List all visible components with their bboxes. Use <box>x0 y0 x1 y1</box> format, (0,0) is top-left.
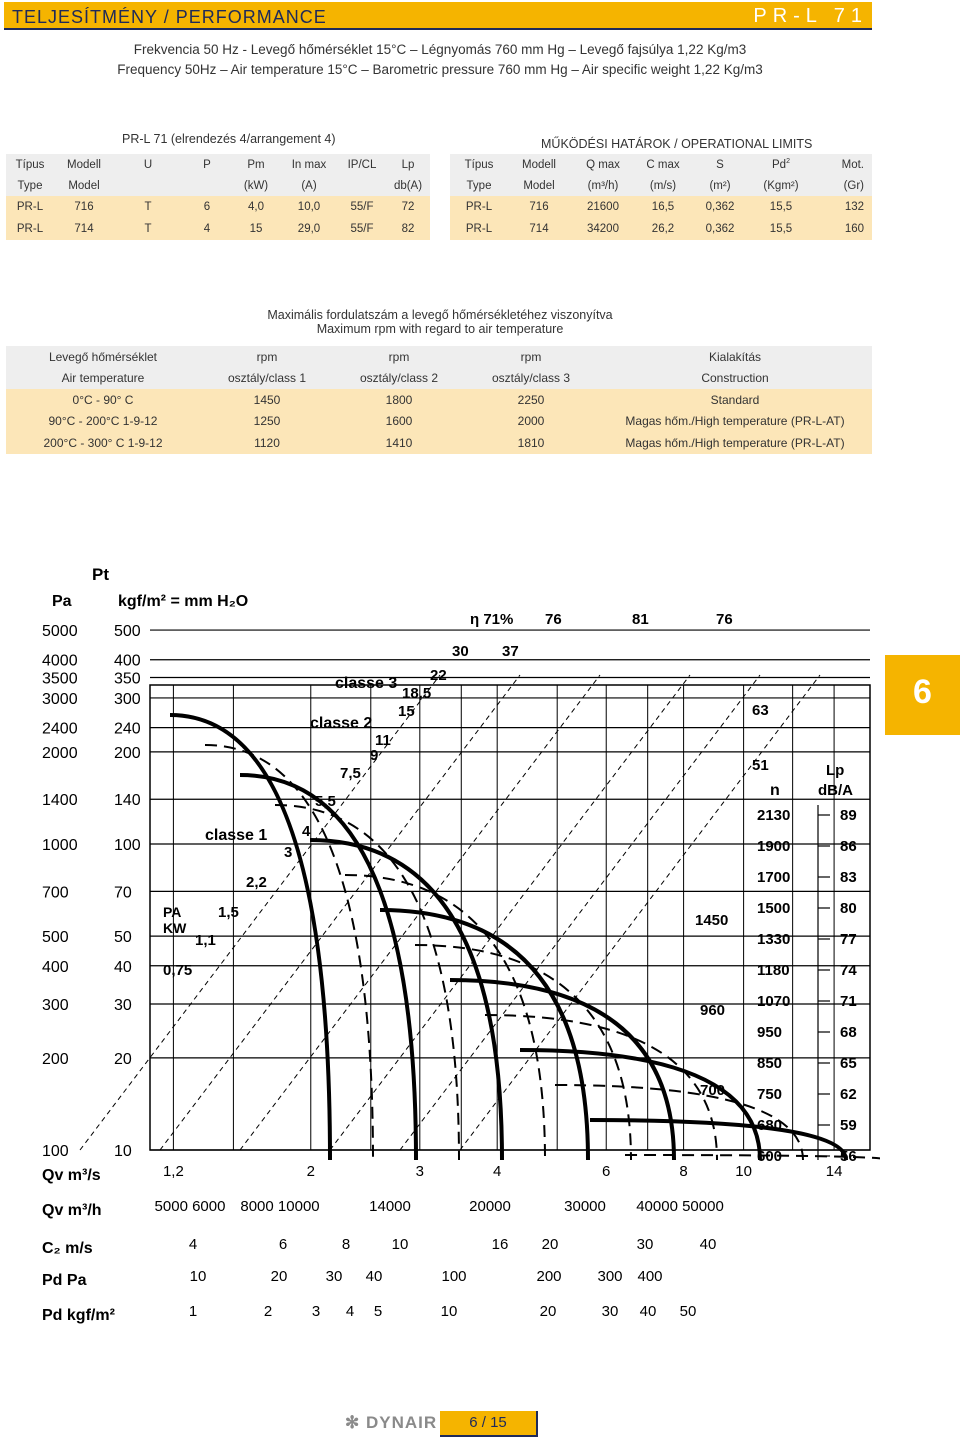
kgf-tick-label: 350 <box>114 670 141 688</box>
header-cell: P <box>182 154 232 175</box>
lp-value: 71 <box>840 993 857 1010</box>
bottom-axis-tick: 40 <box>365 1268 383 1285</box>
rpm-value: 850 <box>757 1055 783 1072</box>
header-cell: (kW) <box>232 175 280 196</box>
bottom-axis-tick: 40000 50000 <box>636 1198 724 1215</box>
rpm-value: 1700 <box>757 869 791 886</box>
lp-value: 68 <box>840 1024 857 1041</box>
table-cell: 26,2 <box>636 218 690 240</box>
pa-label: Pa <box>52 593 72 610</box>
table-cell: 0°C - 90° C <box>6 389 200 411</box>
bottom-axis-tick: 20000 <box>469 1198 511 1215</box>
bottom-axis-tick: 16 <box>491 1236 509 1253</box>
fan-curve <box>485 1015 717 1160</box>
rpm-table-header <box>6 368 872 390</box>
table-cell: 4 <box>182 218 232 240</box>
fan-curve <box>590 1120 846 1160</box>
kgf-tick-label: 20 <box>114 1050 132 1068</box>
bottom-axis-tick: 14000 <box>369 1198 411 1215</box>
rpm-value: 1500 <box>757 900 791 917</box>
table-cell: Magas hőm./High temperature (PR-L-AT) <box>598 411 872 433</box>
lp-value: 86 <box>840 838 857 855</box>
table-cell: T <box>114 218 182 240</box>
rpm-value: 1900 <box>757 838 791 855</box>
bottom-axis-tick: 1,2 <box>162 1163 184 1180</box>
bottom-axis-tick: 20 <box>541 1236 559 1253</box>
curve-label: 1450 <box>695 912 729 929</box>
motor-table <box>6 154 430 240</box>
bottom-axis-tick: 30 <box>636 1236 654 1253</box>
chapter-tab <box>885 655 960 735</box>
lp-header: Lp <box>826 762 845 779</box>
bottom-axis-tick: 30000 <box>564 1198 606 1215</box>
header-cell: osztály/class 1 <box>200 368 334 390</box>
table-cell: 4,0 <box>232 196 280 218</box>
table-cell: 0,362 <box>690 196 750 218</box>
bottom-axis-label: C₂ m/s <box>42 1240 93 1257</box>
bottom-axis-tick: 3 <box>415 1163 424 1180</box>
table-cell: 132 <box>812 196 872 218</box>
bottom-axis-tick: 30 <box>325 1268 343 1285</box>
header-cell <box>750 154 812 175</box>
header-cell: Lp <box>386 154 430 175</box>
table-cell: PR-L <box>450 196 508 218</box>
pa-tick-label: 1000 <box>42 836 78 854</box>
chapter-number: 6 <box>913 673 932 711</box>
bottom-axis-tick: 2 <box>306 1163 315 1180</box>
limits-table-header <box>450 154 872 175</box>
table-cell: 1250 <box>200 411 334 433</box>
bottom-axis-tick: 20 <box>539 1303 557 1320</box>
bottom-axis-tick: 200 <box>536 1268 562 1285</box>
bottom-axis-tick: 400 <box>637 1268 663 1285</box>
header-cell: Air temperature <box>6 368 200 390</box>
kgf-tick-label: 10 <box>114 1143 132 1160</box>
kgf-tick-label: 500 <box>114 623 141 641</box>
bottom-axis-tick: 5 <box>373 1303 383 1320</box>
header-cell: (m/s) <box>636 175 690 196</box>
header-cell: db(A) <box>386 175 430 196</box>
power-label: PA <box>163 904 182 920</box>
header-cell: Levegő hőmérséklet <box>6 346 200 368</box>
bottom-axis-tick: 100 <box>441 1268 467 1285</box>
power-value: 9 <box>370 747 379 764</box>
table-cell: 1810 <box>464 432 598 454</box>
table-cell: 82 <box>386 218 430 240</box>
table-cell: 160 <box>812 218 872 240</box>
pa-tick-label: 200 <box>42 1050 69 1068</box>
table-cell: 1800 <box>334 389 464 411</box>
right-table-caption: MŰKÖDÉSI HATÁROK / OPERATIONAL LIMITS <box>541 137 813 151</box>
lp-value: 80 <box>840 900 857 917</box>
header-cell <box>182 175 232 196</box>
kgf-tick-label: 300 <box>114 690 141 708</box>
bottom-axis-tick: 10 <box>440 1303 458 1320</box>
rpm-value: 1070 <box>757 993 791 1010</box>
bottom-axis-tick: 4 <box>345 1303 355 1320</box>
performance-chart <box>0 560 880 1340</box>
class-label: classe 1 <box>205 827 268 844</box>
side-value: 63 <box>752 702 769 719</box>
kgf-tick-label: 70 <box>114 884 132 902</box>
motor-table-header <box>6 175 430 196</box>
header-cell: rpm <box>464 346 598 368</box>
efficiency-value: 76 <box>716 611 733 628</box>
table-cell: Standard <box>598 389 872 411</box>
lp-value: 83 <box>840 869 857 886</box>
header-cell: Mot. <box>812 154 872 175</box>
kgf-tick-label: 200 <box>114 744 141 762</box>
plot-frame <box>150 685 870 1150</box>
header-cell: rpm <box>200 346 334 368</box>
rpm-value: 1330 <box>757 931 791 948</box>
table-cell: 16,5 <box>636 196 690 218</box>
motor-table-header <box>6 154 430 175</box>
lp-value: 56 <box>840 1148 857 1165</box>
header-cell: Type <box>450 175 508 196</box>
fan-curve <box>170 715 330 1160</box>
pa-tick-label: 3000 <box>42 690 78 708</box>
header-cell: Type <box>6 175 54 196</box>
bottom-axis-tick: 6 <box>602 1163 611 1180</box>
efficiency-label: η 71% <box>470 611 514 628</box>
lp-value: 89 <box>840 807 857 824</box>
class-label: classe 3 <box>335 675 398 692</box>
performance-chart-svg <box>0 560 880 1340</box>
rpm-value: 750 <box>757 1086 783 1103</box>
pa-tick-label: 2000 <box>42 744 78 762</box>
table-cell: 0,362 <box>690 218 750 240</box>
header-cell: (m²) <box>690 175 750 196</box>
curve-label: 700 <box>700 1082 726 1099</box>
dynair-logo <box>345 1413 437 1433</box>
lp-value: 77 <box>840 931 857 948</box>
power-value: 2,2 <box>246 874 267 891</box>
header-cell: osztály/class 3 <box>464 368 598 390</box>
header-cell: osztály/class 2 <box>334 368 464 390</box>
header-cell: Model <box>508 175 570 196</box>
kgf-tick-label: 400 <box>114 652 141 670</box>
pa-tick-label: 3500 <box>42 670 78 688</box>
table-cell: 714 <box>508 218 570 240</box>
table-cell: 1600 <box>334 411 464 433</box>
power-value: 7,5 <box>340 765 361 782</box>
table-row <box>450 218 872 240</box>
table-cell: 1410 <box>334 432 464 454</box>
power-value: 30 <box>452 643 469 660</box>
pt-label: Pt <box>92 565 109 584</box>
table-cell: 15,5 <box>750 218 812 240</box>
header-cell <box>114 175 182 196</box>
kgf-tick-label: 50 <box>114 929 132 947</box>
table-cell: 2250 <box>464 389 598 411</box>
pd-superscript: 2 <box>786 158 790 166</box>
header-cell: Model <box>54 175 114 196</box>
bottom-axis-tick: 300 <box>597 1268 623 1285</box>
table-cell: 55/F <box>338 218 386 240</box>
pa-tick-label: 700 <box>42 884 69 902</box>
side-value: 51 <box>752 757 769 774</box>
rpm-value: 2130 <box>757 807 791 824</box>
kgf-tick-label: 100 <box>114 836 141 854</box>
efficiency-value: 76 <box>545 611 562 628</box>
header-cell: IP/CL <box>338 154 386 175</box>
bottom-axis-tick: 10 <box>189 1268 207 1285</box>
power-label: KW <box>163 920 187 936</box>
bottom-axis-label: Qv m³/s <box>42 1167 101 1184</box>
bottom-axis-tick: 10 <box>391 1236 409 1253</box>
left-table-caption: PR-L 71 (elrendezés 4/arrangement 4) <box>122 132 336 146</box>
kgf-tick-label: 240 <box>114 720 141 738</box>
page-number-box <box>440 1411 538 1437</box>
table-cell: Magas hőm./High temperature (PR-L-AT) <box>598 432 872 454</box>
bottom-axis-tick: 4 <box>493 1163 502 1180</box>
class-label: classe 2 <box>310 715 373 732</box>
table-cell: T <box>114 196 182 218</box>
bottom-axis-tick: 8 <box>679 1163 688 1180</box>
kgf-label: kgf/m² = mm H₂O <box>118 593 249 610</box>
kgf-tick-label: 140 <box>114 792 141 810</box>
pa-tick-label: 400 <box>42 958 69 976</box>
header-cell: Pm <box>232 154 280 175</box>
table-cell: 1450 <box>200 389 334 411</box>
header-cell: Modell <box>54 154 114 175</box>
bottom-axis-tick: 8000 10000 <box>240 1198 320 1215</box>
pa-tick-label: 1400 <box>42 792 78 810</box>
header-cell <box>338 175 386 196</box>
bottom-axis-tick: 40 <box>699 1236 717 1253</box>
power-value: 11 <box>375 732 391 749</box>
table-row <box>450 196 872 218</box>
table-cell: 2000 <box>464 411 598 433</box>
header-cell: Modell <box>508 154 570 175</box>
header-cell: In max <box>280 154 338 175</box>
lp-value: 62 <box>840 1086 857 1103</box>
pd-label: Pd <box>772 158 787 171</box>
table-cell: 21600 <box>570 196 636 218</box>
bottom-axis-label: Qv m³/h <box>42 1202 102 1219</box>
rpm-value: 680 <box>757 1117 783 1134</box>
rpm-value: 1180 <box>757 962 790 979</box>
table-cell: PR-L <box>6 218 54 240</box>
table-cell: 15 <box>232 218 280 240</box>
power-value: 37 <box>502 643 519 660</box>
header-cell: Construction <box>598 368 872 390</box>
fan-icon: ✻ <box>345 1413 361 1432</box>
pa-tick-label: 5000 <box>42 623 78 641</box>
pa-tick-label: 300 <box>42 996 69 1014</box>
bottom-axis-tick: 10 <box>735 1163 752 1180</box>
kgf-tick-label: 30 <box>114 996 132 1014</box>
lp-value: 65 <box>840 1055 857 1072</box>
bottom-axis-label: Pd Pa <box>42 1272 87 1289</box>
pa-tick-label: 500 <box>42 929 69 947</box>
page-number: 6 / 15 <box>469 1414 507 1431</box>
pa-tick-label: 100 <box>42 1143 69 1160</box>
conditions-en: Frequency 50Hz – Air temperature 15°C – Barometric pressure 760 mm Hg – Air specific weight 1,22 Kg/m3 <box>117 62 763 77</box>
table-cell: 714 <box>54 218 114 240</box>
header-cell: S <box>690 154 750 175</box>
table-cell: 10,0 <box>280 196 338 218</box>
limits-table <box>450 154 872 240</box>
table-row <box>6 196 430 218</box>
table-cell: 29,0 <box>280 218 338 240</box>
header-cell: (m³/h) <box>570 175 636 196</box>
table-cell: 716 <box>508 196 570 218</box>
table-row <box>6 389 872 411</box>
table-cell: 6 <box>182 196 232 218</box>
pa-tick-label: 2400 <box>42 720 78 738</box>
lp-header: dB/A <box>818 782 853 799</box>
header-cell: (A) <box>280 175 338 196</box>
bottom-axis-tick: 5000 6000 <box>154 1198 226 1215</box>
table-cell: 200°C - 300° C 1-9-12 <box>6 432 200 454</box>
table-cell: 90°C - 200°C 1-9-12 <box>6 411 200 433</box>
power-value: 1,5 <box>218 904 239 921</box>
bottom-axis-tick: 3 <box>311 1303 321 1320</box>
conditions-hu: Frekvencia 50 Hz - Levegő hőmérséklet 15°C – Légnyomás 760 mm Hg – Levegő fajsúlya 1,22 Kg/m3 <box>133 42 747 57</box>
curve-label: 960 <box>700 1002 726 1019</box>
table-cell: 716 <box>54 196 114 218</box>
model-title: PR-L 71 <box>753 5 868 27</box>
bottom-axis-tick: 30 <box>601 1303 619 1320</box>
power-value: 5,5 <box>315 793 336 810</box>
pa-tick-label: 4000 <box>42 652 78 670</box>
header-cell: Q max <box>570 154 636 175</box>
bottom-axis-tick: 40 <box>639 1303 657 1320</box>
bottom-axis-tick: 2 <box>263 1303 273 1320</box>
power-value: 22 <box>430 667 447 684</box>
limits-table-header <box>450 175 872 196</box>
fan-curve <box>520 1050 760 1160</box>
kgf-tick-label: 40 <box>114 958 132 976</box>
header-bar <box>4 2 872 30</box>
table-cell: 72 <box>386 196 430 218</box>
fan-curve <box>205 745 373 1160</box>
fan-curve <box>450 980 674 1160</box>
rpm-table-header <box>6 346 872 368</box>
header-cell: Típus <box>450 154 508 175</box>
header-cell: C max <box>636 154 690 175</box>
bottom-axis-tick: 14 <box>825 1163 843 1180</box>
rpm-caption-en: Maximum rpm with regard to air temperature <box>316 322 564 336</box>
power-value: 4 <box>302 823 311 840</box>
table-cell: PR-L <box>450 218 508 240</box>
bottom-axis-tick: 8 <box>341 1236 351 1253</box>
header-cell: Kialakítás <box>598 346 872 368</box>
table-cell: 1120 <box>200 432 334 454</box>
power-value: 18,5 <box>402 685 432 702</box>
bottom-axis-tick: 50 <box>679 1303 697 1320</box>
rpm-header: n <box>770 782 780 799</box>
rpm-table <box>6 346 872 454</box>
table-row <box>6 432 872 454</box>
table-row <box>6 218 430 240</box>
rpm-caption-hu: Maximális fordulatszám a levegő hőmérsékletéhez viszonyítva <box>267 308 613 322</box>
table-cell: PR-L <box>6 196 54 218</box>
efficiency-value: 81 <box>632 611 649 628</box>
power-value: 0,75 <box>163 962 193 979</box>
power-value: 3 <box>284 844 293 861</box>
table-row <box>6 411 872 433</box>
bottom-axis-tick: 4 <box>188 1236 198 1253</box>
table-cell: 15,5 <box>750 196 812 218</box>
lp-value: 74 <box>840 962 857 979</box>
bottom-axis-tick: 6 <box>278 1236 288 1253</box>
power-value: 15 <box>398 703 415 720</box>
bottom-axis-tick: 20 <box>270 1268 288 1285</box>
rpm-value: 600 <box>757 1148 783 1165</box>
power-value: 1,1 <box>195 932 216 949</box>
rpm-value: 950 <box>757 1024 783 1041</box>
header-cell: (Gr) <box>812 175 872 196</box>
header-cell: Típus <box>6 154 54 175</box>
bottom-axis-label: Pd kgf/m² <box>42 1307 115 1324</box>
header-cell: U <box>114 154 182 175</box>
logo-text: DYNAIR <box>365 1413 438 1432</box>
header-cell: rpm <box>334 346 464 368</box>
section-title: TELJESÍTMÉNY / PERFORMANCE <box>12 7 327 27</box>
header-cell: (Kgm²) <box>750 175 812 196</box>
table-cell: 34200 <box>570 218 636 240</box>
lp-value: 59 <box>840 1117 857 1134</box>
table-cell: 55/F <box>338 196 386 218</box>
bottom-axis-tick: 1 <box>188 1303 198 1320</box>
